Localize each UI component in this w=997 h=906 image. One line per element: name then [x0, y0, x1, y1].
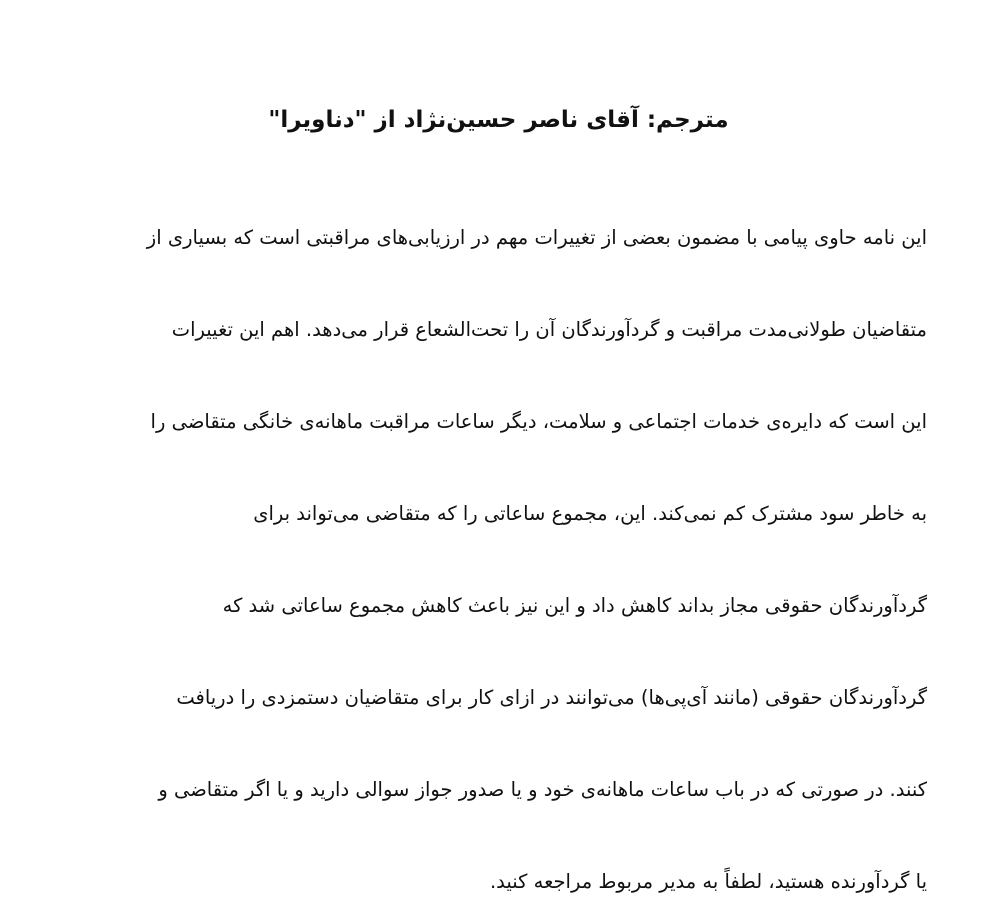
body-line-6: گردآورندگان حقوقی (مانند آی‌پی‌ها) می‌توانند در ازای کار برای متقاضیان دستمزدی را دریافت: [176, 686, 927, 709]
body-line-1: این نامه حاوی پیامی با مضمون بعضی از تغییرات مهم در ارزیابی‌های مراقبتی است که بسیاری از: [146, 226, 927, 249]
body-line-7: کنند. در صورتی که در باب ساعات ماهانه‌ی خود و یا صدور جواز سوالی دارید و یا اگر متقاضی و: [158, 778, 927, 801]
body-line-3: این است که دایره‌ی خدمات اجتماعی و سلامت، دیگر ساعات مراقبت ماهانه‌ی خانگی متقاضی را: [150, 410, 927, 433]
body-line-4: به خاطر سود مشترک کم نمی‌کند. این، مجموع ساعاتی را که متقاضی می‌تواند برای: [253, 502, 927, 525]
body-line-2: متقاضیان طولانی‌مدت مراقبت و گردآورندگان آن را تحت‌الشعاع قرار می‌دهد. اهم این تغییرات: [171, 318, 927, 341]
body-line-5: گردآورندگان حقوقی مجاز بداند کاهش داد و این نیز باعث کاهش مجموع ساعاتی شد که: [222, 594, 927, 617]
translator-credit-title: مترجم: آقای ناصر حسین‌نژاد از "دناویرا": [268, 107, 729, 133]
body-line-8: یا گردآورنده هستید، لطفاً به مدیر مربوط مراجعه کنید.: [489, 870, 927, 893]
